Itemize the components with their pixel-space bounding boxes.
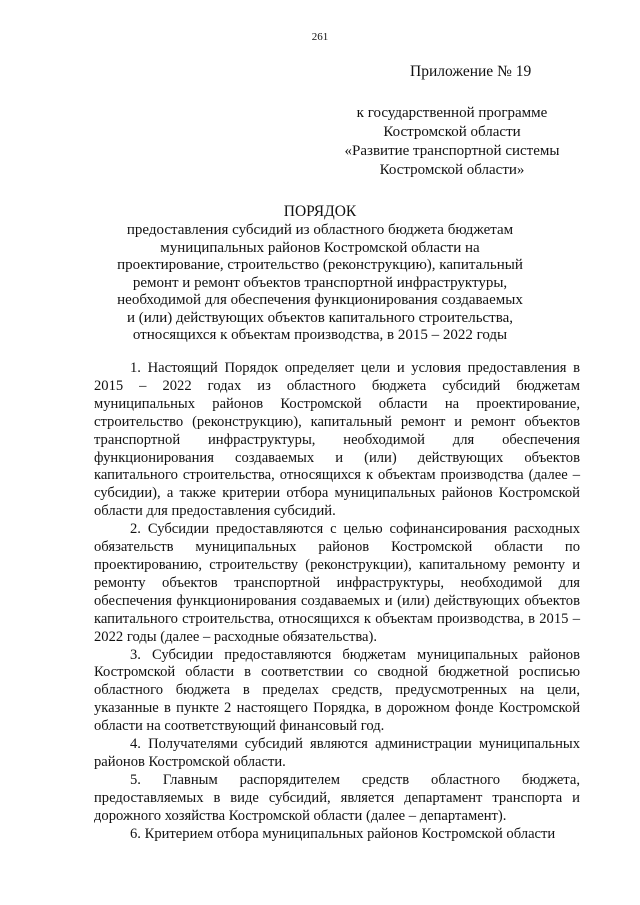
paragraph-3: 3. Субсидии предоставляются бюджетам муниципальных районов Костромской области в соответствии со сводной бюджетной росписью областного бюджета в пределах средств, предусмотренных на цели, указанные в пункте 2 настоящего Порядка, в дорожном фонде Костромской области на соответствующий финансовый год. [94, 646, 580, 735]
document-body [94, 360, 580, 843]
subheading-line: ремонт и ремонт объектов транспортной инфраструктуры, [132, 274, 508, 291]
appendix-reference [336, 104, 568, 180]
appendix-reference-line: «Развитие транспортной системы [344, 143, 560, 159]
paragraph-6: 6. Критерием отбора муниципальных районов Костромской области [130, 825, 556, 842]
appendix-reference-line: Костромской области [383, 124, 521, 140]
appendix-title: Приложение № 19 [410, 63, 532, 80]
document-heading: ПОРЯДОК [283, 203, 357, 220]
paragraph-2: 2. Субсидии предоставляются с целью софинансирования расходных обязательств муниципальных районов Костромской области по проектированию, строительству (реконструкции), капитальному ремонту и ремонту объектов транспортной инфраструктуры, необходимой для обеспечения функционирования создаваемых и (или) действующих объектов капитального строительства, относящихся к объектам производства, в 2015 – 2022 годы (далее – расходные обязательства). [94, 521, 580, 645]
subheading-line: необходимой для обеспечения функционирования создаваемых [117, 292, 523, 308]
subheading-line: проектирование, строительство (реконструкцию), капитальный [117, 257, 523, 273]
page-number: 261 [311, 31, 329, 43]
subheading-line: предоставления субсидий из областного бюджета бюджетам [126, 222, 514, 238]
subheading-line: и (или) действующих объектов капитального строительства, [126, 309, 514, 326]
subheading-line: муниципальных районов Костромской области на [160, 239, 480, 256]
appendix-reference-line: к государственной программе [356, 105, 548, 121]
subheading-line: относящихся к объектам производства, в 2015 – 2022 годы [132, 327, 508, 343]
document-subheading [110, 222, 530, 345]
paragraph-1: 1. Настоящий Порядок определяет цели и условия предоставления в 2015 – 2022 годах из областного бюджета субсидий бюджетам муниципальных районов Костромской области на проектирование, строительство (реконструкцию), капитальный ремонт и ремонт объектов транспортной инфраструктуры, необходимой для обеспечения функционирования создаваемых и (или) действующих объектов капитального строительства, относящихся к объектам производства (далее – субсидии), а также критерии отбора муниципальных районов Костромской области для предоставления субсидий. [94, 360, 580, 520]
paragraph-5: 5. Главным распорядителем средств областного бюджета, предоставляемых в виде субсидий, является департамент транспорта и дорожного хозяйства Костромской области (далее – департамент). [94, 771, 580, 824]
appendix-reference-line: Костромской области» [379, 162, 525, 178]
paragraph-4: 4. Получателями субсидий являются администрации муниципальных районов Костромской области. [94, 736, 580, 770]
